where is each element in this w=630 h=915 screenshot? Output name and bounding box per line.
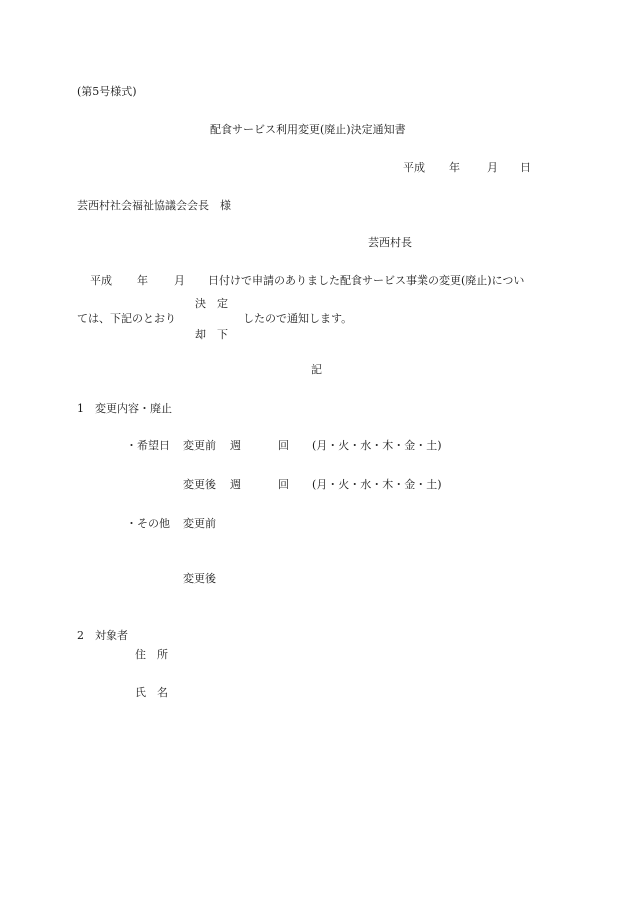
wish-day-after-times: 回 (278, 478, 289, 491)
other-before-label: 変更前 (183, 517, 216, 530)
body-month: 月 (174, 274, 185, 287)
name-label: 氏 名 (135, 686, 168, 699)
date-month: 月 (487, 161, 498, 174)
wish-day-before-times: 回 (278, 439, 289, 452)
wish-day-before-week: 週 (230, 439, 241, 452)
section2-heading: 2 対象者 (77, 629, 128, 642)
other-after-label: 変更後 (183, 572, 216, 585)
date-year: 年 (449, 161, 460, 174)
decision-approve: 決 定 (195, 297, 228, 310)
section1-heading: 1 変更内容・廃止 (77, 402, 172, 415)
body-line1: 日付けで申請のありました配食サービス事業の変更(廃止)につい (208, 274, 525, 287)
addressee: 芸西村社会福祉協議会会長 様 (77, 199, 231, 212)
body-line2-suffix: したので通知します。 (243, 312, 353, 325)
wish-day-after-days: (月・火・水・木・金・土) (312, 478, 442, 491)
wish-day-before-label: 変更前 (183, 439, 216, 452)
sender: 芸西村長 (368, 236, 412, 249)
form-number: (第5号様式) (77, 85, 137, 98)
ki-heading: 記 (311, 363, 322, 376)
wish-day-after-week: 週 (230, 478, 241, 491)
address-label: 住 所 (135, 648, 168, 661)
date-era: 平成 (403, 161, 425, 174)
body-year: 年 (137, 274, 148, 287)
wish-day-after-label: 変更後 (183, 478, 216, 491)
document-title: 配食サービス利用変更(廃止)決定通知書 (210, 123, 406, 136)
date-day: 日 (520, 161, 531, 174)
decision-reject: 却 下 (195, 328, 228, 341)
body-line2-prefix: ては、下記のとおり (77, 312, 176, 325)
body-era: 平成 (90, 274, 112, 287)
wish-day-before-days: (月・火・水・木・金・土) (312, 439, 442, 452)
wish-day-label: ・希望日 (126, 439, 170, 452)
other-label: ・その他 (126, 517, 170, 530)
